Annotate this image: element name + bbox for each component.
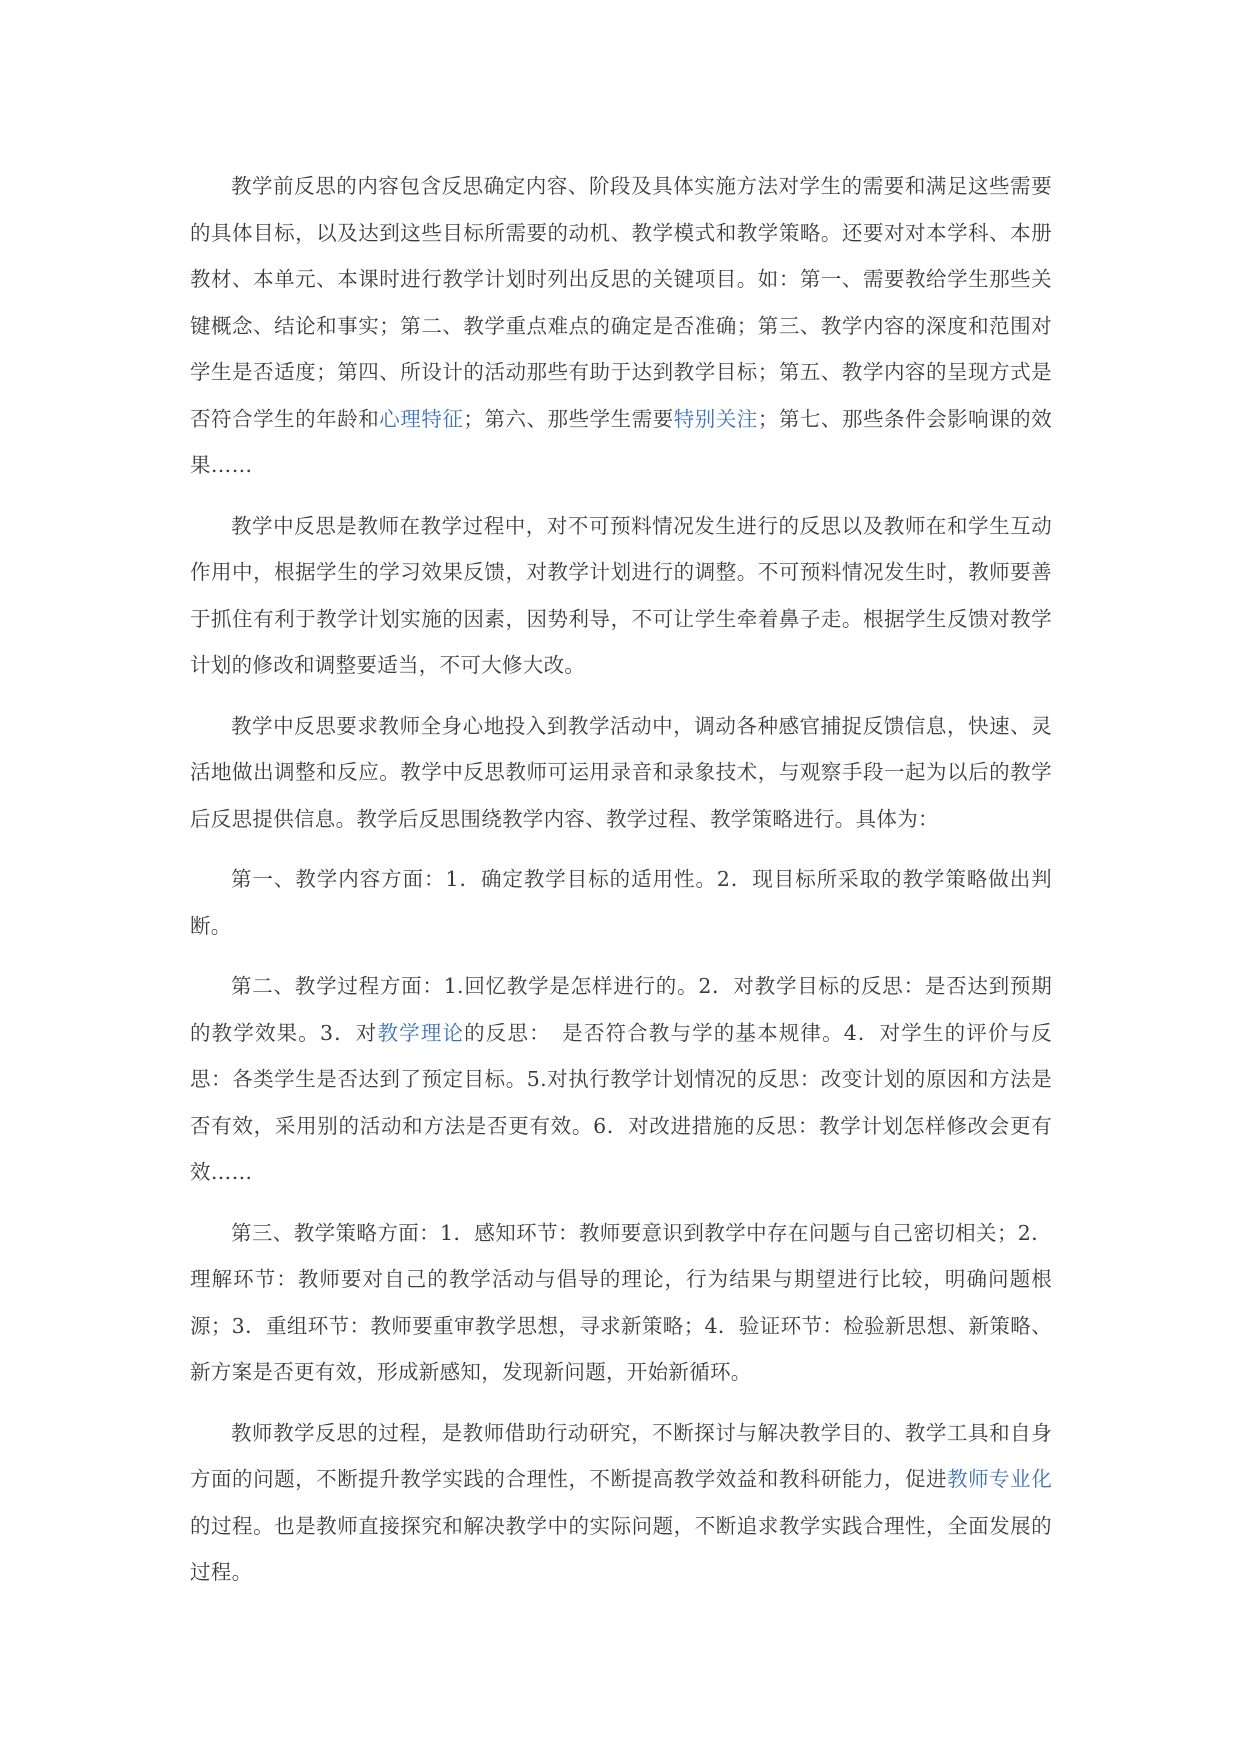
paragraph-pre-teaching-reflection: [190, 163, 1052, 489]
link-teaching-theory[interactable]: 教学理论: [377, 1020, 465, 1045]
paragraph-reflection-process: [190, 1410, 1052, 1596]
paragraph-process-aspect: [190, 963, 1052, 1196]
paragraph-in-teaching-reflection: [190, 503, 1052, 689]
link-psychological-traits[interactable]: 心理特征: [379, 406, 464, 431]
paragraph-text: 教学中反思要求教师全身心地投入到教学活动中，调动各种感官捕捉反馈信息，快速、灵活地做出调整和反应。教学中反思教师可运用录音和录象技术，与观察手段一起为以后的教学后反思提供信息。教学后反思围绕教学内容、教学过程、教学策略进行。具体为：: [190, 713, 1052, 831]
paragraph-text: 第三、教学策略方面：1．感知环节：教师要意识到教学中存在问题与自己密切相关；2．理解环节：教师要对自己的教学活动与倡导的理论，行为结果与期望进行比较，明确问题根源；3．重组环节：教师要重审教学思想，寻求新策略；4．验证环节：检验新思想、新策略、新方案是否更有效，形成新感知，发现新问题，开始新循环。: [190, 1220, 1052, 1384]
paragraph-text: 第一、教学内容方面：1．确定教学目标的适用性。2．现目标所采取的教学策略做出判断。: [190, 867, 1052, 938]
paragraph-text: 教学中反思是教师在教学过程中，对不可预料情况发生进行的反思以及教师在和学生互动作用中，根据学生的学习效果反馈，对教学计划进行的调整。不可预料情况发生时，教师要善于抓住有利于教学计划实施的因素，因势利导，不可让学生牵着鼻子走。根据学生反馈对教学计划的修改和调整要适当，不可大修大改。: [190, 513, 1052, 677]
paragraph-text: ；第六、那些学生需要: [463, 406, 674, 431]
paragraph-text: 教师教学反思的过程，是教师借助行动研究，不断探讨与解决教学目的、教学工具和自身方面的问题，不断提升教学实践的合理性，不断提高教学效益和教科研能力，促进: [190, 1420, 1052, 1491]
paragraph-text: 第二、教学过程方面：1.回忆教学是怎样进行的。2．对教学目标的反思：是否达到预期的教学效果。3．对: [190, 974, 1052, 1045]
paragraph-content-aspect: [190, 856, 1052, 949]
paragraph-text: 的过程。也是教师直接探究和解决教学中的实际问题，不断追求教学实践合理性，全面发展的过程。: [190, 1513, 1052, 1584]
link-special-attention[interactable]: 特别关注: [673, 406, 758, 431]
paragraph-text: ；第七、那些条件会影响课的效果……: [190, 406, 1053, 477]
paragraph-in-teaching-requirements: [190, 703, 1052, 843]
link-teacher-professionalization[interactable]: 教师专业化: [947, 1467, 1052, 1491]
document-body: [190, 163, 1052, 1610]
paragraph-text: 的反思： 是否符合教与学的基本规律。4．对学生的评价与反思：各类学生是否达到了预定目标。5.对执行教学计划情况的反思：改变计划的原因和方法是否有效，采用别的活动和方法是否更有效。6．对改进措施的反思：教学计划怎样修改会更有效……: [190, 1020, 1052, 1184]
paragraph-text: 教学前反思的内容包含反思确定内容、阶段及具体实施方法对学生的需要和满足这些需要的具体目标，以及达到这些目标所需要的动机、教学模式和教学策略。还要对对本学科、本册教材、本单元、本课时进行教学计划时列出反思的关键项目。如：第一、需要教给学生那些关键概念、结论和事实；第二、教学重点难点的确定是否准确；第三、教学内容的深度和范围对学生是否适度；第四、所设计的活动那些有助于达到教学目标；第五、教学内容的呈现方式是否符合学生的年龄和: [190, 174, 1052, 431]
paragraph-strategy-aspect: [190, 1210, 1052, 1396]
